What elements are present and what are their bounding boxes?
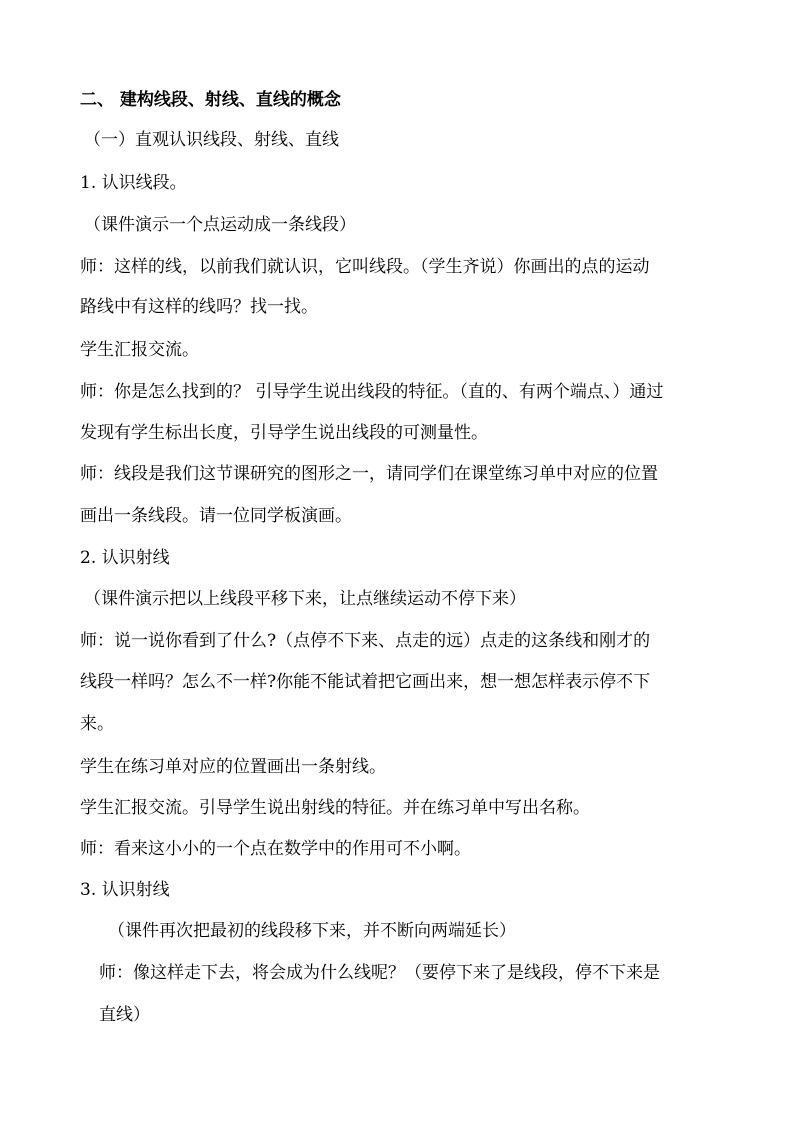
section2-paragraph4: 师：看来这小小的一个点在数学中的作用可不小啊。 (80, 839, 471, 859)
section1-paragraph2: 学生汇报交流。 (80, 340, 199, 360)
section1-paragraph4-line1: 师：线段是我们这节课研究的图形之一，请同学们在课堂练习单中对应的位置 (80, 464, 658, 484)
section1-paragraph4-line2: 画出一条线段。请一位同学板演画。 (80, 506, 352, 526)
subheading: （一）直观认识线段、射线、直线 (84, 130, 339, 150)
section1-paragraph1-line1: 师：这样的线，以前我们就认识，它叫线段。（学生齐说）你画出的点的运动 (80, 257, 650, 277)
section2-paragraph3: 学生汇报交流。引导学生说出射线的特征。并在练习单中写出名称。 (80, 798, 590, 818)
section-heading: 二、 建构线段、射线、直线的概念 (80, 90, 341, 110)
section3-note: （课件再次把最初的线段移下来，并不断向两端延长） (108, 921, 516, 941)
section2-note: （课件演示把以上线段平移下来，让点继续运动不停下来） (84, 589, 526, 609)
section3-title: 3. 认识射线 (80, 880, 170, 900)
section1-title: 1. 认识线段。 (80, 173, 187, 193)
section1-paragraph3-line1: 师：你是怎么找到的？ 引导学生说出线段的特征。（直的、有两个端点、）通过 (80, 382, 664, 402)
section2-paragraph1-line3: 来。 (80, 714, 114, 734)
section1-note: （课件演示一个点运动成一条线段） (84, 215, 356, 235)
section2-paragraph1-line1: 师：说一说你看到了什么?（点停不下来、点走的远）点走的这条线和刚才的 (80, 631, 651, 651)
section3-paragraph1-line1: 师：像这样走下去，将会成为什么线呢？（要停下来了是线段，停不下来是 (99, 963, 660, 983)
section3-paragraph1-line2: 直线） (99, 1005, 150, 1025)
section2-paragraph2: 学生在练习单对应的位置画出一条射线。 (80, 757, 386, 777)
section2-title: 2. 认识射线 (80, 548, 170, 568)
section1-paragraph1-line2: 路线中有这样的线吗？找一找。 (80, 297, 318, 317)
section1-paragraph3-line2: 发现有学生标出长度，引导学生说出线段的可测量性。 (80, 423, 488, 443)
section2-paragraph1-line2: 线段一样吗？怎么不一样?你能不能试着把它画出来，想一想怎样表示停不下 (80, 672, 651, 692)
